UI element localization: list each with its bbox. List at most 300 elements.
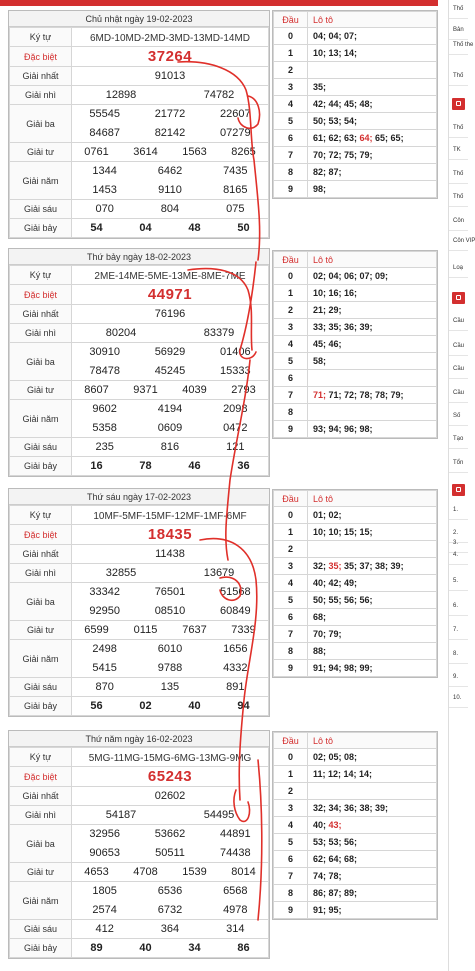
loto-dau: 0 xyxy=(274,749,308,766)
sidebar-divider xyxy=(449,39,468,40)
loto-value: 70; 72; 75; 79; xyxy=(313,150,373,160)
giai-tu-cell xyxy=(72,621,269,640)
giai-bay-numbers xyxy=(72,697,268,715)
giai-ba-number: 51568 xyxy=(220,586,251,599)
prize-label: Giải bảy xyxy=(10,697,72,716)
sidebar-item[interactable]: Thố the xyxy=(453,42,474,48)
loto-values xyxy=(308,626,437,643)
loto-row xyxy=(274,285,437,302)
prize-row-giai-nhat xyxy=(10,545,269,564)
prize-label: Đặc biệt xyxy=(10,47,72,67)
giai-sau-numbers xyxy=(72,678,268,696)
prize-label: Giải sáu xyxy=(10,200,72,219)
sidebar-item[interactable]: 2. xyxy=(453,530,459,536)
prize-label: Đặc biệt xyxy=(10,525,72,545)
giai-nhi-number: 12898 xyxy=(105,89,137,101)
prize-label: Giải nhì xyxy=(10,86,72,105)
prize-row-giai-sau xyxy=(10,438,269,457)
loto-values xyxy=(308,800,437,817)
loto-values xyxy=(308,79,437,96)
giai-bay-number: 40 xyxy=(139,942,152,954)
giai-nhat-numbers xyxy=(72,67,268,85)
loto-values xyxy=(308,868,437,885)
sidebar-divider xyxy=(449,137,468,138)
loto-row xyxy=(274,28,437,45)
loto-value: 98; xyxy=(313,184,327,194)
loto-row xyxy=(274,868,437,885)
prize-label: Giải nhất xyxy=(10,67,72,86)
giai-nhat-cell xyxy=(72,305,269,324)
loto-dau: 5 xyxy=(274,834,308,851)
sidebar-item[interactable]: Cầu xyxy=(453,366,465,372)
giai-nam-number: 1656 xyxy=(223,643,248,656)
sidebar-item[interactable]: Cầu xyxy=(453,318,465,324)
loto-values xyxy=(308,62,437,79)
loto-dau: 5 xyxy=(274,592,308,609)
prize-row-ky-tu xyxy=(10,748,269,767)
prize-label: Giải tư xyxy=(10,381,72,400)
loto-row xyxy=(274,541,437,558)
dac-biet-cell xyxy=(72,285,269,305)
loto-value: 93; 94; 96; 98; xyxy=(313,424,373,434)
giai-nhat-numbers xyxy=(72,787,268,805)
loto-values xyxy=(308,181,437,198)
draw-result-block xyxy=(8,730,270,959)
prize-row-giai-sau xyxy=(10,678,269,697)
sidebar-item[interactable]: Bản xyxy=(453,27,464,33)
loto-dau: 2 xyxy=(274,783,308,800)
giai-nhi-number: 32855 xyxy=(105,567,137,579)
prize-table xyxy=(9,265,269,476)
draw-date-header[interactable]: Thứ sáu ngày 17-02-2023 xyxy=(9,489,269,505)
sidebar-divider xyxy=(449,250,468,251)
loto-row xyxy=(274,643,437,660)
loto-row xyxy=(274,336,437,353)
loto-dau: 6 xyxy=(274,370,308,387)
sidebar-divider xyxy=(449,519,468,520)
loto-value: 71; 72; 78; 78; 79; xyxy=(326,390,404,400)
sidebar-item[interactable]: Loạ xyxy=(453,265,464,271)
prize-label: Giải sáu xyxy=(10,438,72,457)
giai-nhat-numbers xyxy=(72,545,268,563)
giai-nam-number: 0472 xyxy=(223,421,248,434)
prize-table xyxy=(9,505,269,716)
sidebar-item[interactable]: Thố xyxy=(453,125,464,131)
ky-tu-code: 10MF-5MF-15MF-12MF-1MF-6MF xyxy=(93,511,247,522)
loto-dau: 1 xyxy=(274,524,308,541)
giai-tu-number: 7339 xyxy=(231,624,256,636)
giai-nhat-number: 11438 xyxy=(155,548,185,560)
loto-row xyxy=(274,592,437,609)
loto-row xyxy=(274,319,437,336)
prize-label: Giải nhất xyxy=(10,545,72,564)
prize-row-giai-tu xyxy=(10,621,269,640)
sidebar-item[interactable]: Thố xyxy=(453,6,464,12)
prize-label: Giải nhì xyxy=(10,564,72,583)
top-accent-bar xyxy=(0,0,438,6)
prize-label: Giải tư xyxy=(10,863,72,882)
giai-ba-number: 82142 xyxy=(154,126,186,139)
giai-sau-number: 870 xyxy=(95,681,114,693)
sidebar-divider xyxy=(449,615,468,616)
loto-values xyxy=(308,660,437,677)
loto-values xyxy=(308,541,437,558)
sidebar-item[interactable]: 7. xyxy=(453,627,459,633)
giai-tu-numbers xyxy=(72,863,268,881)
dau-header: Đầu xyxy=(274,733,308,749)
loto-value: 02; 05; 08; xyxy=(313,752,358,762)
loto-values xyxy=(308,817,437,834)
giai-sau-number: 235 xyxy=(95,441,114,453)
prize-label: Giải năm xyxy=(10,162,72,200)
chart-icon xyxy=(452,98,465,110)
ky-tu-cell xyxy=(72,28,269,47)
dac-biet-cell xyxy=(72,47,269,67)
loto-dau: 6 xyxy=(274,130,308,147)
loto-row xyxy=(274,353,437,370)
giai-sau-numbers xyxy=(72,438,268,456)
prize-row-giai-bay xyxy=(10,697,269,716)
giai-ba-cell xyxy=(72,825,269,863)
loto-highlight-value: 64; xyxy=(359,133,373,143)
prize-table xyxy=(9,747,269,958)
draw-date-header[interactable]: Thứ bảy ngày 18-02-2023 xyxy=(9,249,269,265)
prize-row-giai-nam xyxy=(10,882,269,920)
loto-row xyxy=(274,834,437,851)
prize-label: Ký tự xyxy=(10,748,72,767)
loto-values xyxy=(308,558,437,575)
prize-row-giai-tu xyxy=(10,863,269,882)
sidebar-divider xyxy=(449,183,468,184)
loto-value: 01; 02; xyxy=(313,510,342,520)
sidebar-divider xyxy=(449,425,468,426)
loto-value: 04; 04; 07; xyxy=(313,31,358,41)
loto-grid xyxy=(273,251,437,438)
sidebar-item[interactable]: Côn VIP xyxy=(453,238,475,244)
giai-bay-number: 16 xyxy=(90,460,103,472)
loto-row xyxy=(274,113,437,130)
giai-nam-number: 7435 xyxy=(223,165,248,178)
loto-value: 33; 35; 36; 39; xyxy=(313,322,373,332)
loto-values xyxy=(308,404,437,421)
giai-sau-number: 412 xyxy=(95,923,114,935)
loto-row xyxy=(274,387,437,404)
dau-header: Đầu xyxy=(274,491,308,507)
prize-label: Giải nhì xyxy=(10,324,72,343)
giai-nam-number: 0609 xyxy=(157,421,183,434)
giai-tu-number: 2793 xyxy=(231,384,256,396)
prize-row-giai-bay xyxy=(10,939,269,958)
sidebar-item[interactable]: Côn xyxy=(453,218,465,224)
giai-nam-number: 4194 xyxy=(157,403,183,416)
giai-ba-number: 45245 xyxy=(154,364,186,377)
prize-label: Giải ba xyxy=(10,583,72,621)
prize-row-dac-biet xyxy=(10,767,269,787)
sidebar-item[interactable]: Số xyxy=(453,413,461,419)
loto-values xyxy=(308,766,437,783)
loto-values xyxy=(308,113,437,130)
loto-header-row xyxy=(274,12,437,28)
giai-bay-number: 40 xyxy=(188,700,201,712)
loto-value: 42; 44; 45; 48; xyxy=(313,99,373,109)
giai-ba-number: 30910 xyxy=(89,346,120,359)
loto-row xyxy=(274,902,437,919)
giai-bay-cell xyxy=(72,219,269,238)
giai-nhat-cell xyxy=(72,545,269,564)
giai-bay-number: 78 xyxy=(139,460,152,472)
giai-sau-numbers xyxy=(72,200,268,218)
loto-row xyxy=(274,749,437,766)
giai-nam-number: 1453 xyxy=(92,183,117,196)
sidebar-divider xyxy=(449,663,468,664)
giai-nam-number: 1344 xyxy=(92,165,117,178)
loto-row xyxy=(274,404,437,421)
prize-label: Giải tư xyxy=(10,621,72,640)
loto-values xyxy=(308,592,437,609)
giai-nam-number: 9602 xyxy=(92,403,117,416)
prize-label: Giải ba xyxy=(10,825,72,863)
loto-row xyxy=(274,800,437,817)
giai-tu-numbers xyxy=(72,143,268,161)
giai-nhat-number: 91013 xyxy=(154,70,186,82)
dac-biet-number: 65243 xyxy=(147,767,193,785)
giai-tu-numbers xyxy=(72,621,268,639)
giai-tu-number: 4653 xyxy=(84,866,109,878)
ky-tu-code: 2ME-14ME-5ME-13ME-8ME-7ME xyxy=(94,271,246,282)
ky-tu-cell xyxy=(72,506,269,525)
loto-row xyxy=(274,62,437,79)
sidebar-divider xyxy=(449,686,468,687)
loto-values xyxy=(308,834,437,851)
dac-biet-number: 18435 xyxy=(147,525,193,543)
giai-ba-number: 08510 xyxy=(154,604,186,617)
loto-value: 61; 62; 63; xyxy=(313,133,360,143)
sidebar-item[interactable]: 1. xyxy=(453,507,459,513)
giai-ba-cell xyxy=(72,105,269,143)
prize-row-giai-bay xyxy=(10,219,269,238)
sidebar-item[interactable]: 4. xyxy=(453,552,459,558)
loto-value: 53; 53; 56; xyxy=(313,837,358,847)
sidebar-divider xyxy=(449,18,468,19)
giai-nhi-cell xyxy=(72,86,269,105)
loto-value: 35; xyxy=(313,82,327,92)
prize-row-giai-nhat xyxy=(10,67,269,86)
sidebar-divider xyxy=(449,230,468,231)
giai-nam-number: 8165 xyxy=(223,183,248,196)
sidebar-divider xyxy=(449,564,468,565)
prize-label: Ký tự xyxy=(10,266,72,285)
prize-label: Giải ba xyxy=(10,343,72,381)
loto-values xyxy=(308,421,437,438)
giai-nhat-number: 76196 xyxy=(154,308,186,320)
dac-biet-number: 44971 xyxy=(147,285,193,303)
sidebar-panel xyxy=(448,0,475,971)
sidebar-item[interactable]: Tổn xyxy=(453,460,464,466)
loto-row xyxy=(274,524,437,541)
giai-nam-number: 9110 xyxy=(158,183,182,196)
loto-grid xyxy=(273,490,437,677)
giai-ba-number: 84687 xyxy=(89,126,120,139)
sidebar-item[interactable]: Thố xyxy=(453,171,464,177)
prize-row-ky-tu xyxy=(10,506,269,525)
sidebar-item[interactable]: 5. xyxy=(453,578,459,584)
loto-dau: 4 xyxy=(274,575,308,592)
loto-values xyxy=(308,130,437,147)
giai-ba-numbers xyxy=(72,105,268,142)
giai-nam-number: 5358 xyxy=(92,421,117,434)
giai-nam-cell xyxy=(72,400,269,438)
giai-tu-cell xyxy=(72,381,269,400)
loto-header-row xyxy=(274,252,437,268)
loto-value: 91; 95; xyxy=(313,905,342,915)
prize-label: Giải nhất xyxy=(10,305,72,324)
giai-bay-cell xyxy=(72,697,269,716)
giai-nhi-cell xyxy=(72,806,269,825)
loto-row xyxy=(274,817,437,834)
sidebar-item[interactable]: 6. xyxy=(453,603,459,609)
loto-dau: 8 xyxy=(274,404,308,421)
giai-ba-number: 78478 xyxy=(89,364,120,377)
loto-highlight-value: 43; xyxy=(328,820,342,830)
prize-label: Đặc biệt xyxy=(10,767,72,787)
giai-ba-number: 44891 xyxy=(220,828,251,841)
loto-values xyxy=(308,164,437,181)
sidebar-item[interactable]: TK xyxy=(453,147,461,153)
prize-label: Giải bảy xyxy=(10,219,72,238)
sidebar-item[interactable]: Thố xyxy=(453,73,464,79)
giai-nhi-number: 54187 xyxy=(105,809,137,821)
giai-nhat-numbers xyxy=(72,305,268,323)
prize-row-giai-ba xyxy=(10,105,269,143)
prize-label: Giải bảy xyxy=(10,939,72,958)
loto-row xyxy=(274,609,437,626)
sidebar-item[interactable]: 10. xyxy=(453,695,462,701)
giai-ba-numbers xyxy=(72,583,268,620)
loto-values xyxy=(308,353,437,370)
giai-sau-number: 314 xyxy=(226,923,245,935)
sidebar-divider xyxy=(449,552,468,553)
prize-label: Giải năm xyxy=(10,640,72,678)
prize-row-dac-biet xyxy=(10,525,269,545)
giai-tu-number: 4708 xyxy=(133,866,158,878)
prize-row-giai-nam xyxy=(10,640,269,678)
loto-values xyxy=(308,268,437,285)
prize-row-dac-biet xyxy=(10,285,269,305)
loto-row xyxy=(274,421,437,438)
loto-value: 10; 13; 14; xyxy=(313,48,358,58)
loto-dau: 3 xyxy=(274,319,308,336)
loto-row xyxy=(274,147,437,164)
prize-label: Giải nhì xyxy=(10,806,72,825)
giai-nam-number: 4978 xyxy=(223,903,248,916)
loto-values xyxy=(308,783,437,800)
loto-dau: 0 xyxy=(274,268,308,285)
loto-dau: 0 xyxy=(274,28,308,45)
loto-dau: 9 xyxy=(274,181,308,198)
loto-values xyxy=(308,45,437,62)
giai-bay-numbers xyxy=(72,219,268,237)
giai-tu-number: 6599 xyxy=(84,624,109,636)
sidebar-divider xyxy=(449,542,468,543)
draw-date-header[interactable]: Chủ nhật ngày 19-02-2023 xyxy=(9,11,269,27)
giai-ba-number: 76501 xyxy=(154,586,186,599)
giai-nhi-numbers xyxy=(72,806,268,824)
sidebar-item[interactable]: 8. xyxy=(453,651,459,657)
settings-icon xyxy=(452,292,465,304)
giai-bay-number: 36 xyxy=(237,460,250,472)
prize-label: Giải năm xyxy=(10,882,72,920)
loto-table xyxy=(272,489,438,678)
loto-dau: 2 xyxy=(274,302,308,319)
loto-value: 32; 34; 36; 38; 39; xyxy=(313,803,389,813)
sidebar-item[interactable]: Thố xyxy=(453,194,464,200)
giai-nam-number: 9788 xyxy=(157,661,183,674)
sidebar-item[interactable]: 3. xyxy=(453,540,459,546)
giai-sau-cell xyxy=(72,200,269,219)
prize-row-giai-nam xyxy=(10,400,269,438)
sidebar-divider xyxy=(449,639,468,640)
loto-values xyxy=(308,302,437,319)
loto-dau: 5 xyxy=(274,113,308,130)
loto-values xyxy=(308,575,437,592)
giai-nhi-number: 83379 xyxy=(203,327,235,339)
giai-bay-number: 02 xyxy=(139,700,152,712)
giai-tu-number: 1563 xyxy=(182,146,207,158)
giai-ba-cell xyxy=(72,343,269,381)
sidebar-item[interactable]: Cầu xyxy=(453,343,465,349)
loto-row xyxy=(274,268,437,285)
loto-dau: 3 xyxy=(274,79,308,96)
loto-dau: 8 xyxy=(274,164,308,181)
sidebar-item[interactable]: 9. xyxy=(453,674,459,680)
loto-row xyxy=(274,885,437,902)
loto-dau: 9 xyxy=(274,902,308,919)
loto-values xyxy=(308,524,437,541)
giai-ba-number: 60849 xyxy=(220,604,251,617)
giai-tu-number: 8265 xyxy=(231,146,256,158)
giai-nam-number: 2098 xyxy=(223,403,248,416)
giai-ba-number: 92950 xyxy=(89,604,120,617)
prize-label: Giải bảy xyxy=(10,457,72,476)
loto-value: 02; 04; 06; 07; 09; xyxy=(313,271,389,281)
sidebar-item[interactable]: Tạo xyxy=(453,436,464,442)
loto-value: 40; xyxy=(313,820,329,830)
loto-dau: 0 xyxy=(274,507,308,524)
loto-dau: 5 xyxy=(274,353,308,370)
loto-values xyxy=(308,370,437,387)
giai-nhat-cell xyxy=(72,787,269,806)
giai-sau-number: 070 xyxy=(95,203,114,215)
giai-tu-number: 8607 xyxy=(84,384,109,396)
loto-value: 10; 10; 15; 15; xyxy=(313,527,373,537)
ky-tu-code: 6MD-10MD-2MD-3MD-13MD-14MD xyxy=(89,33,250,44)
loto-values xyxy=(308,507,437,524)
giai-ba-number: 74438 xyxy=(220,846,251,859)
loto-value: 70; 79; xyxy=(313,629,342,639)
loto-dau: 3 xyxy=(274,800,308,817)
draw-date-header[interactable]: Thứ năm ngày 16-02-2023 xyxy=(9,731,269,747)
loto-row xyxy=(274,164,437,181)
prize-row-giai-nhat xyxy=(10,787,269,806)
loto-dau: 7 xyxy=(274,868,308,885)
giai-nhi-numbers xyxy=(72,86,268,104)
loto-values xyxy=(308,749,437,766)
prize-row-giai-nhat xyxy=(10,305,269,324)
giai-tu-number: 0761 xyxy=(84,146,109,158)
loto-dau: 8 xyxy=(274,885,308,902)
sidebar-item[interactable]: Cầu xyxy=(453,390,465,396)
ky-tu-cell xyxy=(72,748,269,767)
